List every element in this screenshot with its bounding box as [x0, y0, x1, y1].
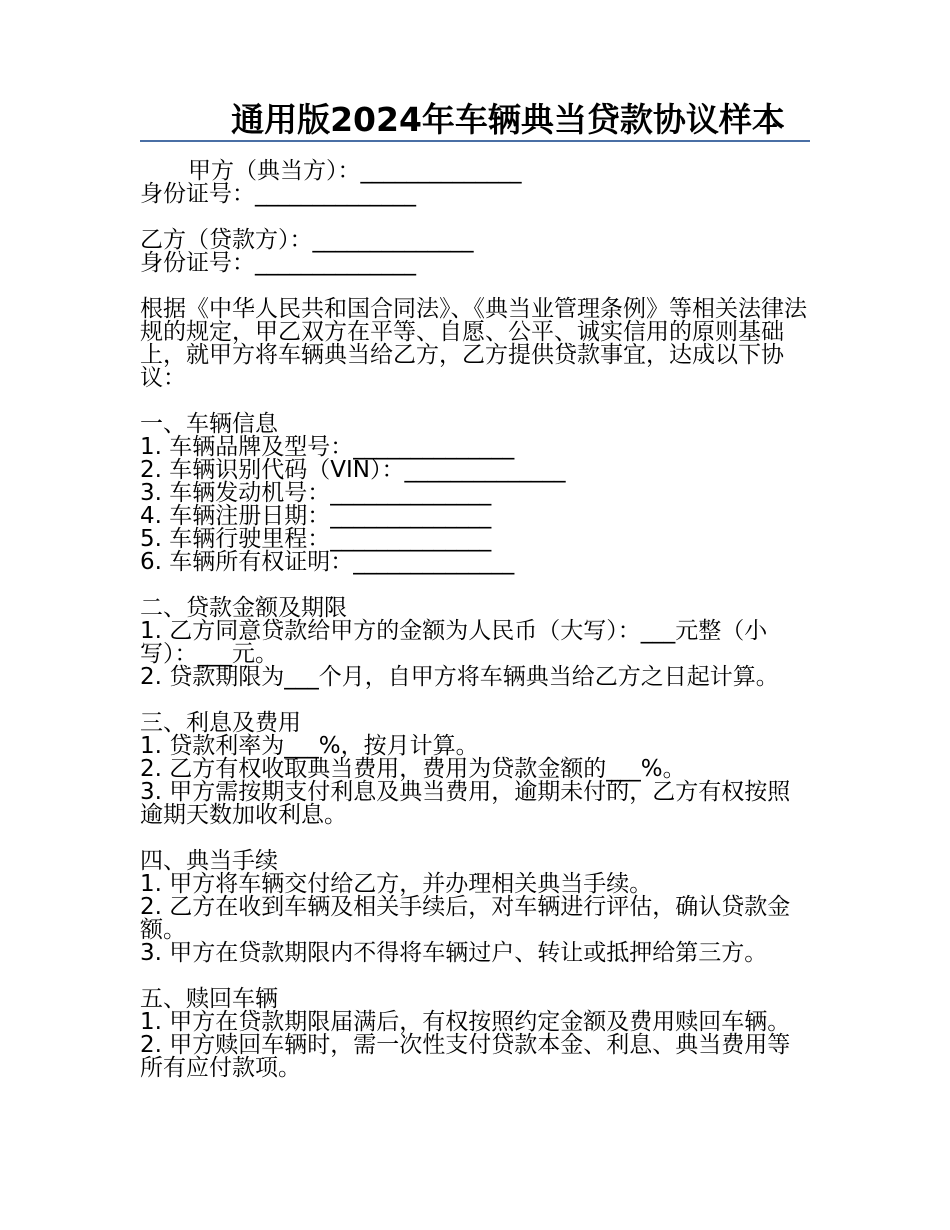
clause-item: 3. 车辆发动机号：______________ — [140, 480, 492, 506]
title-underline — [140, 140, 810, 142]
document-title: 通用版2024年车辆典当贷款协议样本 — [231, 100, 785, 139]
clause-item: 1. 贷款利率为___%，按月计算。 — [140, 733, 479, 759]
section-heading: 二、贷款金额及期限 — [140, 595, 347, 621]
clause-item: 3. 甲方需按期支付利息及典当费用，逾期未付的，乙方有权按照逾期天数加收利息。 — [140, 779, 791, 828]
clause-item: 1. 乙方同意贷款给甲方的金额为人民币（大写）：___元整（小写）：___元。 — [140, 618, 768, 667]
clause-item: 6. 车辆所有权证明：______________ — [140, 549, 515, 575]
clause-item: 1. 甲方在贷款期限届满后，有权按照约定金额及费用赎回车辆。 — [140, 1009, 791, 1035]
party-a-line: 甲方（典当方）：______________ — [188, 158, 522, 184]
section-pawn-procedures — [140, 850, 812, 965]
section-heading: 五、赎回车辆 — [140, 986, 278, 1012]
clause-item: 2. 甲方赎回车辆时，需一次性支付贷款本金、利息、典当费用等所有应付款项。 — [140, 1032, 791, 1081]
preamble-paragraph: 根据《中华人民共和国合同法》、《典当业管理条例》等相关法律法规的规定，甲乙双方在平等、自愿、公平、诚实信用的原则基础上，就甲方将车辆典当给乙方，乙方提供贷款事宜，达成以下协议： — [140, 296, 807, 391]
section-vehicle-info — [140, 413, 812, 574]
party-a-id-line: 身份证号：______________ — [140, 181, 416, 207]
clause-item: 2. 车辆识别代码（VIN）：______________ — [140, 457, 566, 483]
section-loan-amount — [140, 597, 812, 689]
party-b-line: 乙方（贷款方）：______________ — [140, 227, 474, 253]
clause-item: 3. 甲方在贷款期限内不得将车辆过户、转让或抵押给第三方。 — [140, 940, 768, 966]
party-b-id-line: 身份证号：______________ — [140, 250, 416, 276]
section-heading: 四、典当手续 — [140, 848, 278, 874]
section-heading: 三、利息及费用 — [140, 710, 301, 736]
section-interest-fees — [140, 712, 812, 827]
clause-item: 5. 车辆行驶里程：______________ — [140, 526, 492, 552]
section-vehicle-redemption — [140, 988, 812, 1080]
clause-item: 4. 车辆注册日期：______________ — [140, 503, 492, 529]
clause-item: 2. 乙方在收到车辆及相关手续后，对车辆进行评估，确认贷款金额。 — [140, 894, 791, 943]
clause-item: 1. 车辆品牌及型号：______________ — [140, 434, 515, 460]
clause-item: 1. 甲方将车辆交付给乙方，并办理相关典当手续。 — [140, 871, 653, 897]
section-heading: 一、车辆信息 — [140, 411, 278, 437]
document-body — [140, 160, 812, 1080]
clause-item: 2. 乙方有权收取典当费用，费用为贷款金额的___%。 — [140, 756, 686, 782]
clause-item: 2. 贷款期限为___个月，自甲方将车辆典当给乙方之日起计算。 — [140, 664, 779, 690]
